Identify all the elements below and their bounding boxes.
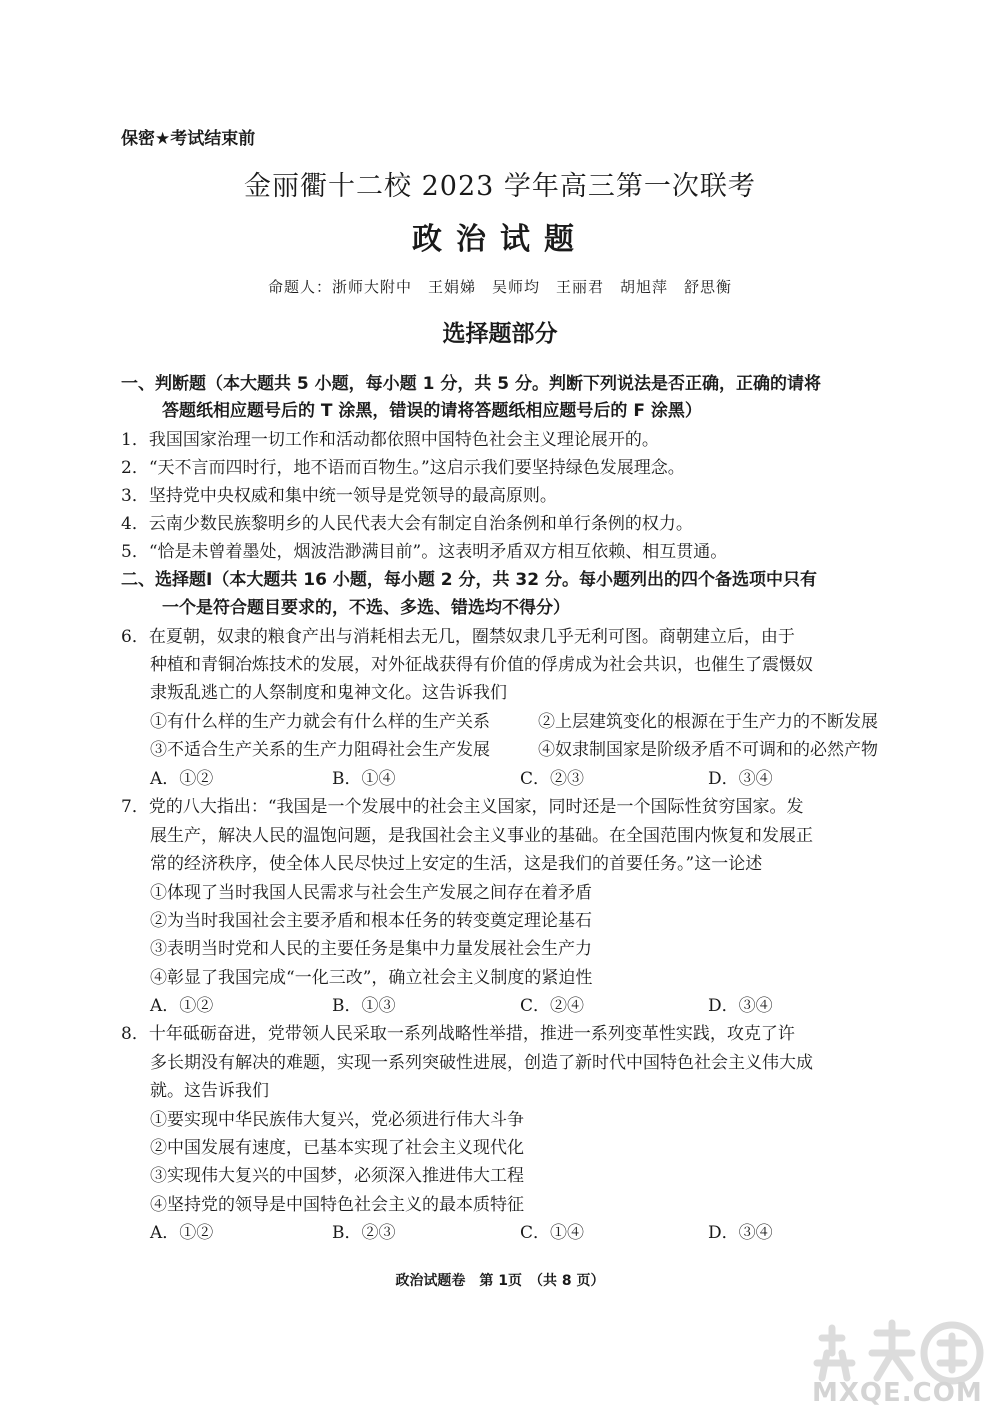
q7-stem-line1: 7．党的八大指出：“我国是一个发展中的社会主义国家，同时还是一个国际性贫穷国家。发 <box>121 797 804 817</box>
q8-choice-c: C．①④ <box>520 1223 585 1243</box>
q7-stem-line2: 展生产，解决人民的温饱问题，是我国社会主义事业的基础。在全国范围内恢复和发展正 <box>150 826 813 846</box>
q8-stem-line3: 就。这告诉我们 <box>150 1081 269 1101</box>
q8-statement-2: ②中国发展有速度，已基本实现了社会主义现代化 <box>150 1138 524 1158</box>
q8-statement-3: ③实现伟大复兴的中国梦，必须深入推进伟大工程 <box>150 1166 524 1186</box>
q6-statement-2: ②上层建筑变化的根源在于生产力的不断发展 <box>538 712 878 732</box>
subject-title: 政治试题 <box>412 222 588 257</box>
q7-choice-a: A．①② <box>150 996 214 1016</box>
q7-statement-2: ②为当时我国社会主要矛盾和根本任务的转变奠定理论基石 <box>150 911 592 931</box>
q8-choice-d: D．③④ <box>708 1223 773 1243</box>
tf-question-4: 4．云南少数民族黎明乡的人民代表大会有制定自治条例和单行条例的权力。 <box>121 514 693 534</box>
part2-heading: 二、选择题Ⅰ（本大题共 16 小题，每小题 2 分，共 32 分。每小题列出的四个备选项中只有 <box>121 570 817 590</box>
q7-choice-d: D．③④ <box>708 996 773 1016</box>
exam-title: 金丽衢十二校 2023 学年高三第一次联考 <box>244 171 756 202</box>
q6-statement-3: ③不适合生产关系的生产力阻碍社会生产发展 <box>150 740 490 760</box>
part1-heading-cont: 答题纸相应题号后的 T 涂黑，错误的请将答题纸相应题号后的 F 涂黑） <box>162 401 702 421</box>
q8-stem-line1: 8．十年砥砺奋进，党带领人民采取一系列战略性举措，推进一系列变革性实践，攻克了许 <box>121 1024 795 1044</box>
q7-choice-b: B．①③ <box>332 996 396 1016</box>
q7-statement-1: ①体现了当时我国人民需求与社会生产发展之间存在着矛盾 <box>150 883 592 903</box>
q7-statement-4: ④彰显了我国完成“一化三改”，确立社会主义制度的紧迫性 <box>150 968 593 988</box>
q6-statement-4: ④奴隶制国家是阶级矛盾不可调和的必然产物 <box>538 740 878 760</box>
q8-choice-a: A．①② <box>150 1223 214 1243</box>
page-footer: 政治试题卷 第 1页 （共 8 页） <box>395 1273 605 1289</box>
q6-choice-a: A．①② <box>150 769 214 789</box>
q8-choice-b: B．②③ <box>332 1223 396 1243</box>
q6-choice-c: C．②③ <box>520 769 585 789</box>
q7-statement-3: ③表明当时党和人民的主要任务是集中力量发展社会生产力 <box>150 939 592 959</box>
tf-question-1: 1．我国国家治理一切工作和活动都依照中国特色社会主义理论展开的。 <box>121 430 659 450</box>
part1-heading: 一、判断题（本大题共 5 小题，每小题 1 分，共 5 分。判断下列说法是否正确，正确的请将 <box>121 374 821 394</box>
part2-heading-cont: 一个是符合题目要求的，不选、多选、错选均不得分） <box>162 598 570 618</box>
q8-stem-line2: 多长期没有解决的难题，实现一系列突破性进展，创造了新时代中国特色社会主义伟大成 <box>150 1053 813 1073</box>
tf-question-3: 3．坚持党中央权威和集中统一领导是党领导的最高原则。 <box>121 486 557 506</box>
q7-choice-c: C．②④ <box>520 996 585 1016</box>
tf-question-2: 2．“天不言而四时行，地不语而百物生。”这启示我们要坚持绿色发展理念。 <box>121 458 685 478</box>
q8-statement-4: ④坚持党的领导是中国特色社会主义的最本质特征 <box>150 1195 524 1215</box>
q6-stem-line1: 6．在夏朝，奴隶的粮食产出与消耗相去无几，圈禁奴隶几乎无利可图。商朝建立后，由于 <box>121 627 795 647</box>
section-title: 选择题部分 <box>442 321 558 347</box>
confidential-label: 保密★考试结束前 <box>121 129 256 149</box>
q6-choice-b: B．①④ <box>332 769 396 789</box>
tf-question-5: 5．“恰是未曾着墨处，烟波浩渺满目前”。这表明矛盾双方相互依赖、相互贯通。 <box>121 542 728 562</box>
authors-line: 命题人：浙师大附中 王娟娣 吴师均 王丽君 胡旭萍 舒思衡 <box>267 278 732 296</box>
q6-stem-line3: 隶叛乱逃亡的人祭制度和鬼神文化。这告诉我们 <box>150 683 507 703</box>
q7-stem-line3: 常的经济秩序，使全体人民尽快过上安定的生活，这是我们的首要任务。”这一论述 <box>150 854 763 874</box>
watermark-text: MXQE.COM <box>812 1378 983 1408</box>
q6-choice-d: D．③④ <box>708 769 773 789</box>
q6-stem-line2: 种植和青铜冶炼技术的发展，对外征战获得有价值的俘虏成为社会共识，也催生了震慑奴 <box>150 655 813 675</box>
q8-statement-1: ①要实现中华民族伟大复兴，党必须进行伟大斗争 <box>150 1110 524 1130</box>
q6-statement-1: ①有什么样的生产力就会有什么样的生产关系 <box>150 712 490 732</box>
